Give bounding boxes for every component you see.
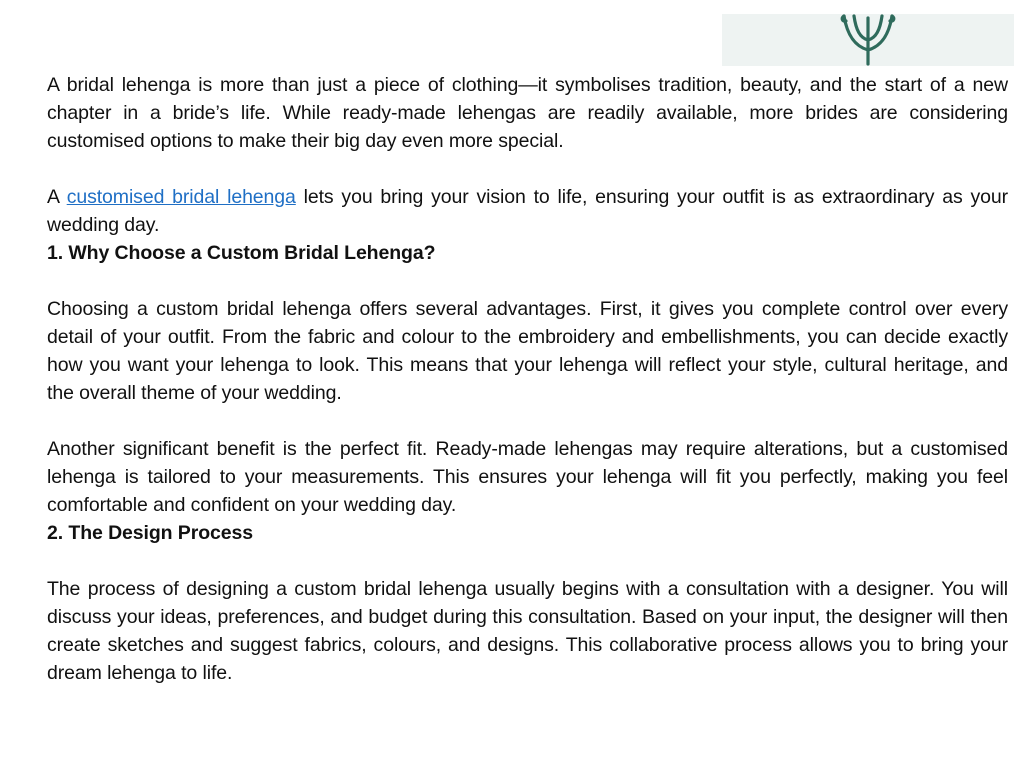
intro-paragraph: A bridal lehenga is more than just a piece of clothing—it symbolises tradition, beauty, and the start of a new chapter in a bride’s life. While ready-made lehengas are readily available, more brides are considering customised options to make their big day even more special. bbox=[47, 74, 1008, 152]
advantages-paragraph: Choosing a custom bridal lehenga offers several advantages. First, it gives you complete control over every detail of your outfit. From the fabric and colour to the embroidery and embellishments, you can decide exactly how you want your lehenga to look. This means that your lehenga will reflect your style, cultural heritage, and the overall theme of your wedding. bbox=[47, 298, 1008, 404]
perfect-fit-paragraph: Another significant benefit is the perfect fit. Ready-made lehengas may require alterations, but a customised lehenga is tailored to your measurements. This ensures your lehenga will fit you perfectly, making you feel comfortable and confident on your wedding day. bbox=[47, 438, 1008, 516]
section-heading-why-choose: 1. Why Choose a Custom Bridal Lehenga? bbox=[47, 242, 436, 264]
trident-monogram-icon bbox=[838, 14, 898, 66]
custom-lehenga-paragraph bbox=[47, 183, 1008, 239]
paragraph-prefix: A bbox=[47, 186, 67, 208]
customised-bridal-lehenga-link[interactable]: customised bridal lehenga bbox=[66, 186, 296, 208]
paragraph-suffix: lets you bring your vision to life, ensuring your outfit is as extraordinary as your wedding day. bbox=[47, 186, 1008, 236]
design-process-paragraph: The process of designing a custom bridal lehenga usually begins with a consultation with a designer. You will discuss your ideas, preferences, and budget during this consultation. Based on your input, the designer will then create sketches and suggest fabrics, colours, and designs. This collaborative process allows you to bring your dream lehenga to life. bbox=[47, 578, 1008, 684]
section-heading-design-process: 2. The Design Process bbox=[47, 522, 253, 544]
brand-logo-banner bbox=[722, 14, 1014, 66]
article-body bbox=[47, 71, 1008, 687]
